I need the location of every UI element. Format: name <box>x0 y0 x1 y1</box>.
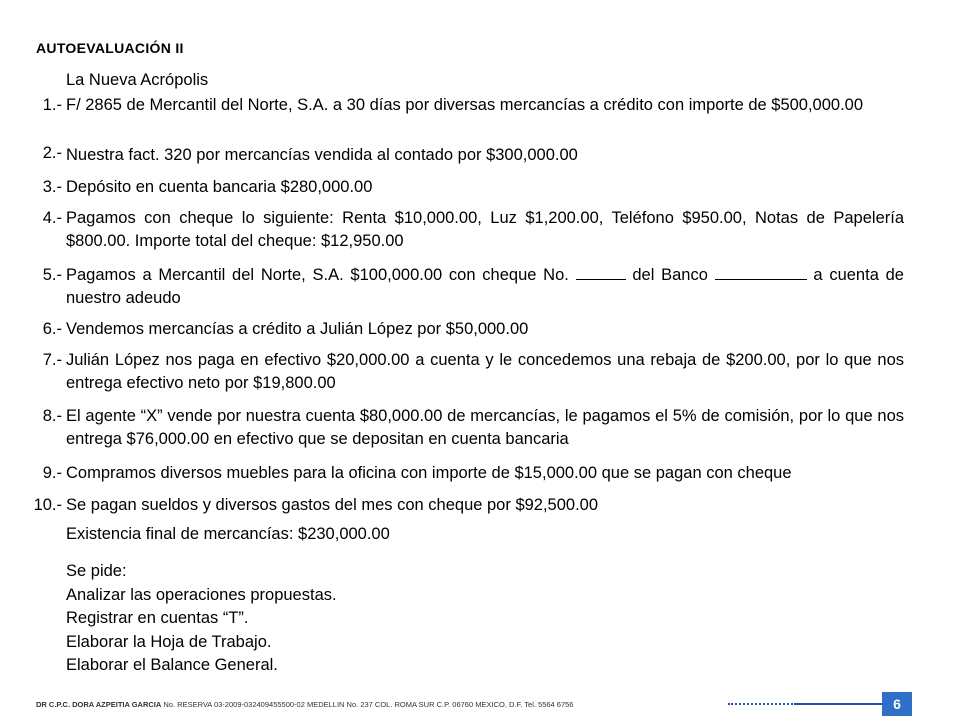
item-text: Compramos diversos muebles para la oficina con importe de $15,000.00 que se pagan con cheque <box>66 464 792 482</box>
page-number-badge: 6 <box>882 692 912 716</box>
task-list <box>66 560 337 678</box>
operation-item-10 <box>20 494 904 517</box>
footer-author: DR C.P.C. DORA AZPEITIA GARCIA <box>36 700 162 709</box>
item-number: 6.- <box>42 320 62 338</box>
item-text: Se pagan sueldos y diversos gastos del mes con cheque por $92,500.00 <box>66 496 599 514</box>
operation-item-5 <box>20 264 904 310</box>
task-item: Elaborar el Balance General. <box>66 656 278 674</box>
item-number: 3.- <box>42 178 62 196</box>
task-item: Registrar en cuentas “T”. <box>66 609 249 627</box>
operation-item-2 <box>20 142 904 167</box>
page-heading: AUTOEVALUACIÓN II <box>36 40 184 56</box>
item-text: El agente “X” vende por nuestra cuenta $80,000.00 de mercancías, le pagamos el 5% de comisión, por lo que nos entrega $76,000.00 en efectivo que se depositan en cuenta bancaria <box>66 407 904 448</box>
task-item: Elaborar la Hoja de Trabajo. <box>66 632 272 651</box>
operation-item-6 <box>20 318 904 341</box>
item-text: Nuestra fact. 320 por mercancías vendida al contado por $300,000.00 <box>66 146 578 164</box>
footer-text <box>36 700 573 709</box>
item-text: F/ 2865 de Mercantil del Norte, S.A. a 30 días por diversas mercancías a crédito con importe de $500,000.00 <box>66 96 864 114</box>
company-name: La Nueva Acrópolis <box>66 71 209 89</box>
item-text: Julián López nos paga en efectivo $20,000.00 a cuenta y le concedemos una rebaja de $200.00, por lo que nos entrega efectivo neto por $19,800.00 <box>66 351 904 392</box>
final-inventory: Existencia final de mercancías: $230,000.00 <box>66 525 390 543</box>
item-number: 1.- <box>42 96 62 114</box>
footer-details: No. RESERVA 03-2009-032409455500-02 MEDELLIN No. 237 COL. ROMA SUR C.P. 06760 MEXICO, D.F. Tel. 5564 6756 <box>163 700 574 709</box>
item-number: 2.- <box>42 144 62 162</box>
operation-item-7 <box>20 349 904 395</box>
operation-item-8 <box>20 405 904 451</box>
operation-item-9 <box>20 462 904 485</box>
operation-item-3 <box>20 176 904 199</box>
task-item: Analizar las operaciones propuestas. <box>66 585 337 604</box>
operation-item-1 <box>20 94 904 117</box>
item-text: Depósito en cuenta bancaria $280,000.00 <box>66 178 373 196</box>
item-text <box>66 264 904 310</box>
item-number: 8.- <box>42 407 62 425</box>
item-number: 4.- <box>42 209 62 227</box>
item-number: 9.- <box>42 464 62 482</box>
bank-name-blank[interactable] <box>715 265 807 280</box>
item-number: 5.- <box>42 266 62 284</box>
operation-item-4 <box>20 207 904 253</box>
item-text-part-b: del Banco <box>632 266 708 284</box>
footer-dotted-rule <box>728 703 796 705</box>
task-title: Se pide: <box>66 562 127 580</box>
item-text: Pagamos con cheque lo siguiente: Renta $10,000.00, Luz $1,200.00, Teléfono $950.00, Notas de Papelería $800.00. Importe total del cheque: $12,950.00 <box>66 209 904 250</box>
item-text-part-c: a cuenta de nuestro adeudo <box>66 266 904 307</box>
item-number: 7.- <box>42 351 62 369</box>
item-number: 10.- <box>33 496 62 514</box>
check-number-blank[interactable] <box>576 265 626 280</box>
footer-solid-rule <box>796 703 882 705</box>
item-text: Vendemos mercancías a crédito a Julián López por $50,000.00 <box>66 320 529 338</box>
item-text-part-a: Pagamos a Mercantil del Norte, S.A. $100,000.00 con cheque No. <box>66 266 569 284</box>
